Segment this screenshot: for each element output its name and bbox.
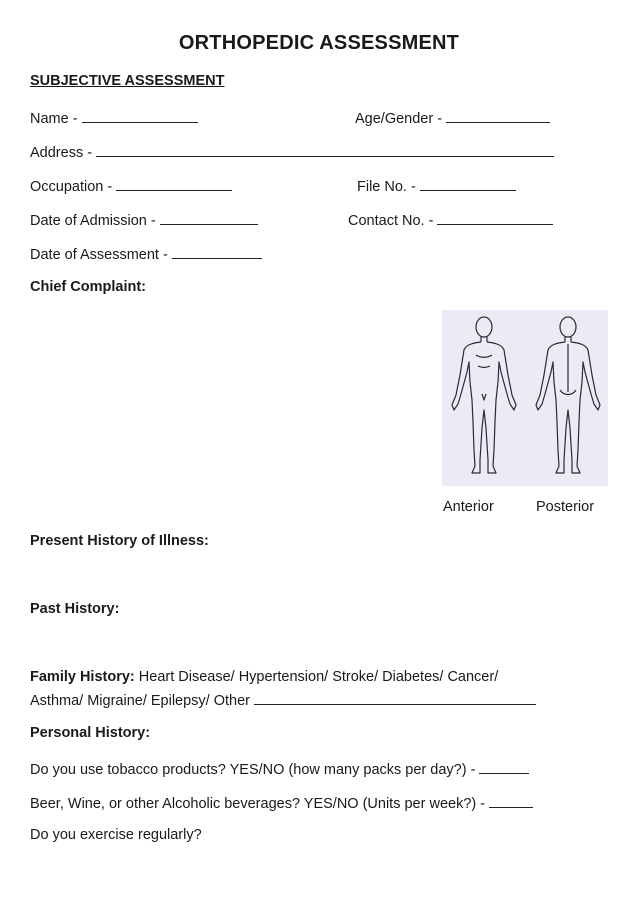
family-history-options-1: Heart Disease/ Hypertension/ Stroke/ Diabetes/ Cancer/ [134, 669, 499, 685]
age-gender-field [355, 108, 550, 127]
family-history-label: Family History: [30, 669, 135, 685]
address-label: Address - [30, 145, 93, 161]
file-no-field [357, 176, 516, 195]
name-label: Name - [30, 111, 78, 127]
page-title: ORTHOPEDIC ASSESSMENT [178, 32, 460, 54]
date-assessment-field [30, 244, 262, 263]
tobacco-blank[interactable] [479, 759, 529, 774]
address-field [30, 142, 554, 161]
posterior-figure [536, 317, 600, 473]
alcohol-question [30, 793, 533, 812]
family-history-line2 [30, 690, 536, 709]
occupation-field [30, 176, 232, 195]
age-gender-blank[interactable] [446, 108, 550, 123]
occupation-label: Occupation - [30, 179, 113, 195]
date-admission-label: Date of Admission - [30, 213, 156, 229]
family-history-line1 [30, 669, 498, 685]
present-history-label: Present History of Illness: [30, 533, 209, 549]
contact-no-label: Contact No. - [348, 213, 434, 229]
posterior-label: Posterior [536, 499, 595, 515]
tobacco-question [30, 759, 529, 778]
file-no-label: File No. - [357, 179, 416, 195]
name-field [30, 108, 198, 127]
family-history-options-2: Asthma/ Migraine/ Epilepsy/ Other [30, 693, 251, 709]
personal-history-label: Personal History: [30, 725, 151, 741]
anterior-figure [452, 317, 516, 473]
date-admission-blank[interactable] [160, 210, 258, 225]
tobacco-question-text: Do you use tobacco products? YES/NO (how many packs per day?) - [30, 762, 476, 778]
date-admission-field [30, 210, 258, 229]
occupation-blank[interactable] [116, 176, 232, 191]
subjective-heading: SUBJECTIVE ASSESSMENT [30, 73, 225, 89]
anterior-label: Anterior [443, 499, 494, 515]
name-blank[interactable] [82, 108, 198, 123]
body-chart-figures [442, 310, 608, 486]
alcohol-blank[interactable] [489, 793, 533, 808]
body-chart-image [442, 310, 608, 486]
exercise-question: Do you exercise regularly? [30, 827, 202, 843]
file-no-blank[interactable] [420, 176, 516, 191]
contact-no-field [348, 210, 553, 229]
family-history-other-blank[interactable] [254, 690, 536, 705]
alcohol-question-text: Beer, Wine, or other Alcoholic beverages? YES/NO (Units per week?) - [30, 796, 486, 812]
past-history-label: Past History: [30, 601, 120, 617]
date-assessment-blank[interactable] [172, 244, 262, 259]
address-blank[interactable] [96, 142, 554, 157]
age-gender-label: Age/Gender - [355, 111, 443, 127]
contact-no-blank[interactable] [437, 210, 553, 225]
date-assessment-label: Date of Assessment - [30, 247, 168, 263]
chief-complaint-label: Chief Complaint: [30, 279, 146, 295]
